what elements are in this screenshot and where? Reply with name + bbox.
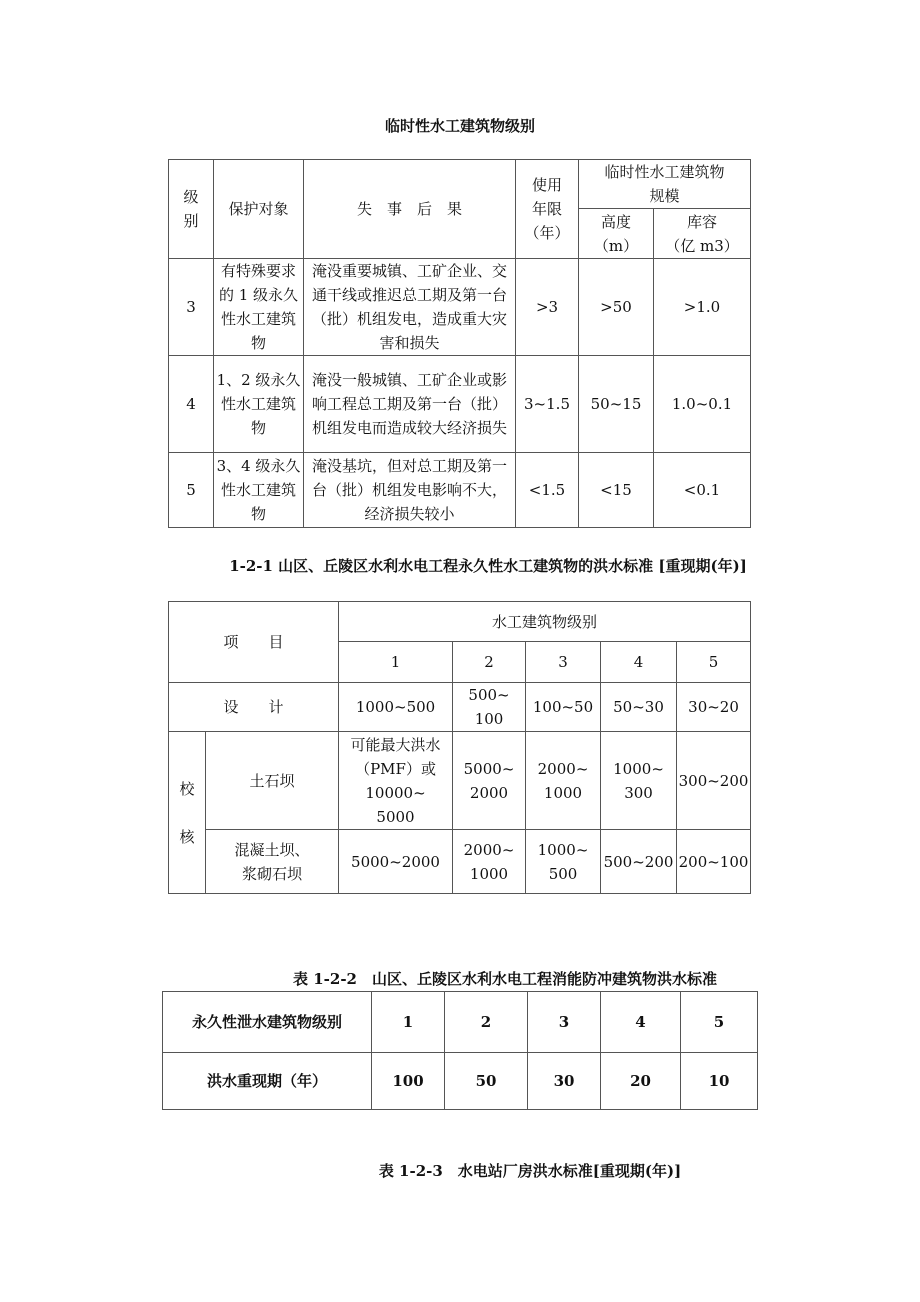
cell-period: 30: [528, 1053, 601, 1110]
header-item: 项 目: [169, 602, 339, 683]
cell-years: >3: [516, 259, 579, 356]
cell-capacity: <0.1: [654, 453, 751, 528]
header-level: 4: [601, 642, 677, 683]
row-label-concrete-dam: 混凝土坝、 浆砌石坝: [206, 830, 339, 894]
cell-height: >50: [579, 259, 654, 356]
cell-height: 50~15: [579, 356, 654, 453]
cell-consequence: 淹没一般城镇、工矿企业或影响工程总工期及第一台（批）机组发电而造成较大经济损失: [304, 356, 516, 453]
table-row: [169, 732, 751, 830]
cell-value: 500~200: [601, 830, 677, 894]
header-level: 5: [677, 642, 751, 683]
cell-value: 30~20: [677, 683, 751, 732]
table3-title: 表 1-2-2 山区、丘陵区水利水电工程消能防冲建筑物洪水标准: [293, 970, 717, 988]
cell-period: 20: [601, 1053, 681, 1110]
header-object: 保护对象: [214, 160, 304, 259]
cell-value: 2000~ 1000: [453, 830, 526, 894]
flood-standard-table: [168, 601, 751, 894]
cell-value: 100~50: [526, 683, 601, 732]
row-label-design: 设 计: [169, 683, 339, 732]
cell-capacity: 1.0~0.1: [654, 356, 751, 453]
energy-dissipation-flood-table: [162, 991, 758, 1110]
cell-period: 100: [372, 1053, 445, 1110]
cell-value: 可能最大洪水（PMF）或 10000~ 5000: [339, 732, 453, 830]
table-row: [163, 992, 758, 1053]
cell-period: 50: [445, 1053, 528, 1110]
cell-value: 5000~2000: [339, 830, 453, 894]
cell-value: 1000~ 300: [601, 732, 677, 830]
cell-period: 10: [681, 1053, 758, 1110]
table-row: [169, 356, 751, 453]
cell-level: 3: [528, 992, 601, 1053]
cell-value: 5000~ 2000: [453, 732, 526, 830]
cell-value: 300~200: [677, 732, 751, 830]
cell-level: 3: [169, 259, 214, 356]
cell-height: <15: [579, 453, 654, 528]
header-level-group: 水工建筑物级别: [339, 602, 751, 642]
cell-level: 5: [681, 992, 758, 1053]
row-label-period: 洪水重现期（年）: [163, 1053, 372, 1110]
row-label-level: 永久性泄水建筑物级别: [163, 992, 372, 1053]
header-height: 高度 （m）: [579, 209, 654, 259]
cell-consequence: 淹没基坑，但对总工期及第一台（批）机组发电影响不大，经济损失较小: [304, 453, 516, 528]
table1-title: 临时性水工建筑物级别: [384, 117, 536, 135]
cell-level: 2: [445, 992, 528, 1053]
cell-capacity: >1.0: [654, 259, 751, 356]
cell-object: 1、2 级永久性水工建筑物: [214, 356, 304, 453]
cell-level: 1: [372, 992, 445, 1053]
header-years: 使用 年限 （年）: [516, 160, 579, 259]
cell-value: 1000~500: [339, 683, 453, 732]
header-level: 级 别: [169, 160, 214, 259]
cell-level: 5: [169, 453, 214, 528]
cell-object: 3、4 级永久性水工建筑物: [214, 453, 304, 528]
cell-value: 200~100: [677, 830, 751, 894]
cell-value: 2000~ 1000: [526, 732, 601, 830]
header-capacity: 库容 （亿 m3）: [654, 209, 751, 259]
cell-years: <1.5: [516, 453, 579, 528]
temporary-structure-level-table: [168, 159, 751, 528]
table-row: [169, 453, 751, 528]
header-level: 3: [526, 642, 601, 683]
cell-years: 3~1.5: [516, 356, 579, 453]
cell-level: 4: [169, 356, 214, 453]
row-label-check: 校 核: [169, 732, 206, 894]
table-row: [169, 683, 751, 732]
header-level: 2: [453, 642, 526, 683]
table-row: [169, 830, 751, 894]
header-consequence: 失 事 后 果: [304, 160, 516, 259]
cell-object: 有特殊要求的 1 级永久性水工建筑物: [214, 259, 304, 356]
cell-value: 1000~ 500: [526, 830, 601, 894]
table4-title: 表 1-2-3 水电站厂房洪水标准[重现期(年)]: [378, 1162, 682, 1180]
row-label-earth-dam: 土石坝: [206, 732, 339, 830]
table2-title: 1-2-1 山区、丘陵区水利水电工程永久性水工建筑物的洪水标准 [重现期(年)]: [229, 557, 747, 575]
cell-level: 4: [601, 992, 681, 1053]
cell-value: 500~ 100: [453, 683, 526, 732]
table-row: [169, 259, 751, 356]
header-scale: 临时性水工建筑物 规模: [579, 160, 751, 209]
header-level: 1: [339, 642, 453, 683]
cell-value: 50~30: [601, 683, 677, 732]
table-row: [163, 1053, 758, 1110]
cell-consequence: 淹没重要城镇、工矿企业、交通干线或推迟总工期及第一台（批）机组发电，造成重大灾害和损失: [304, 259, 516, 356]
